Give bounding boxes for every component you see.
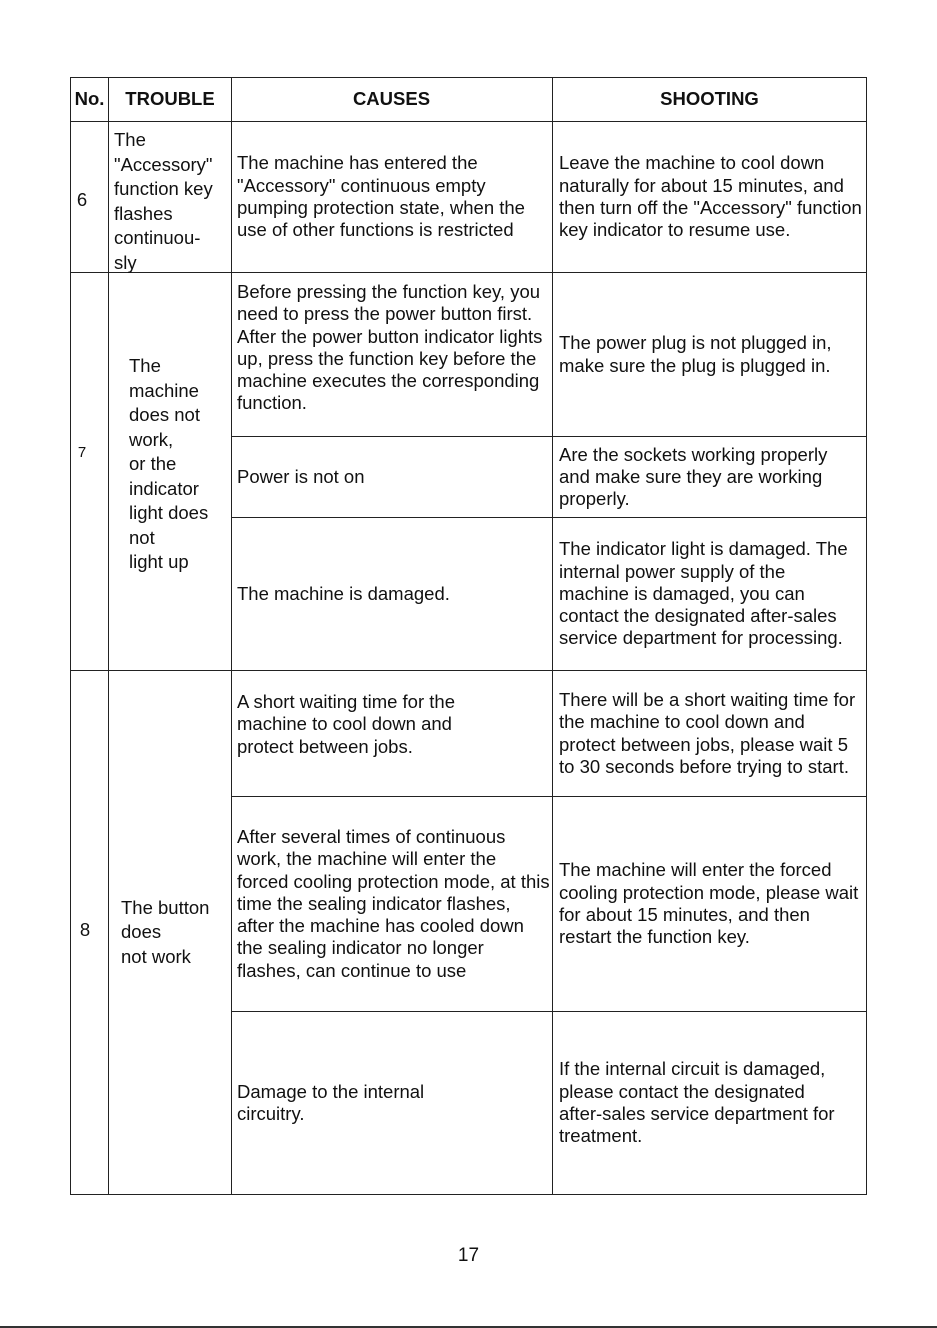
cause-text: The machine is damaged. <box>237 582 450 604</box>
trouble-line: or the <box>129 453 177 474</box>
header-no: No. <box>74 88 105 109</box>
trouble-cell <box>129 354 231 575</box>
trouble-line: flashes <box>114 202 173 224</box>
shooting-text: The power plug is not plugged in, make sure the plug is plugged in. <box>559 332 832 376</box>
shooting-cell <box>559 273 866 436</box>
table-rule <box>108 77 109 1195</box>
shooting-cell <box>559 671 861 796</box>
table-rule <box>70 77 71 1195</box>
cause-cell <box>237 281 552 415</box>
cause-cell <box>237 691 497 758</box>
header-shooting: SHOOTING <box>660 88 759 109</box>
shooting-cell <box>559 1012 849 1194</box>
shooting-cell <box>559 437 849 517</box>
shooting-text: The machine will enter the forced cooling protection mode, please wait for about 15 minutes, and then restart the function key. <box>559 859 859 948</box>
trouble-line: "Accessory" <box>114 153 213 175</box>
trouble-cell <box>121 671 231 1194</box>
page-number: 17 <box>457 1245 480 1266</box>
trouble-line: light does <box>129 502 209 523</box>
trouble-cell <box>114 128 232 275</box>
cause-cell <box>237 437 551 517</box>
shooting-text: If the internal circuit is damaged, please contact the designated after-sales service department for treatment. <box>559 1058 835 1147</box>
trouble-line: sly <box>114 251 137 273</box>
cause-text: A short waiting time for the machine to cool down and protect between jobs. <box>237 691 455 757</box>
cause-text: Damage to the internal circuitry. <box>237 1080 425 1124</box>
cause-text: Before pressing the function key, you need to press the power button first. After the power button indicator lights up, press the function key before the machine executes the corresponding function. <box>237 281 543 414</box>
trouble-line: The button <box>121 896 210 918</box>
shooting-text: There will be a short waiting time for the machine to cool down and protect between jobs, please wait 5 to 30 seconds before trying to start. <box>559 688 856 777</box>
trouble-line: does not <box>129 404 200 425</box>
shooting-cell <box>559 518 859 670</box>
trouble-line: function key <box>114 178 213 199</box>
header-causes: CAUSES <box>352 88 431 109</box>
trouble-line: not work <box>121 945 191 967</box>
trouble-line: work, <box>129 428 174 450</box>
cause-cell <box>237 797 551 1011</box>
header-trouble: TROUBLE <box>125 88 215 109</box>
trouble-line: not <box>129 526 155 548</box>
trouble-line: indicator <box>129 477 199 499</box>
trouble-line: light up <box>129 551 189 572</box>
shooting-text: Leave the machine to cool down naturally for about 15 minutes, and then turn off the "Accessory" function key indicator to resume use. <box>559 152 862 241</box>
cause-cell <box>237 518 551 670</box>
cause-text: The machine has entered the "Accessory" continuous empty pumping protection state, when the use of other functions is restricted <box>237 152 525 241</box>
row-number: 6 <box>76 189 88 210</box>
table-rule <box>866 77 867 1195</box>
shooting-cell <box>559 797 859 1011</box>
trouble-line: machine <box>129 379 199 401</box>
trouble-line: The <box>114 129 146 150</box>
trouble-line: The <box>129 355 161 376</box>
cause-text: After several times of continuous work, the machine will enter the forced cooling protection mode, at this time the sealing indicator flashes, after the machine has cooled down the sealing indicator no longer flashes, can continue to use <box>237 825 550 981</box>
row-number: 8 <box>79 919 91 940</box>
troubleshooting-table <box>70 77 867 1195</box>
cause-text: Power is not on <box>237 465 365 487</box>
trouble-line: does <box>121 921 162 943</box>
shooting-text: Are the sockets working properly and make sure they are working properly. <box>559 443 828 510</box>
cause-cell <box>237 1012 477 1194</box>
shooting-cell <box>559 122 866 272</box>
row-number: 7 <box>77 443 87 461</box>
shooting-text: The indicator light is damaged. The internal power supply of the machine is damaged, you can contact the designated after-sales service department for processing. <box>559 538 848 649</box>
cause-cell <box>237 122 551 272</box>
table-rule <box>70 1194 867 1195</box>
table-rule <box>552 77 553 1195</box>
trouble-line: continuou- <box>114 227 201 248</box>
